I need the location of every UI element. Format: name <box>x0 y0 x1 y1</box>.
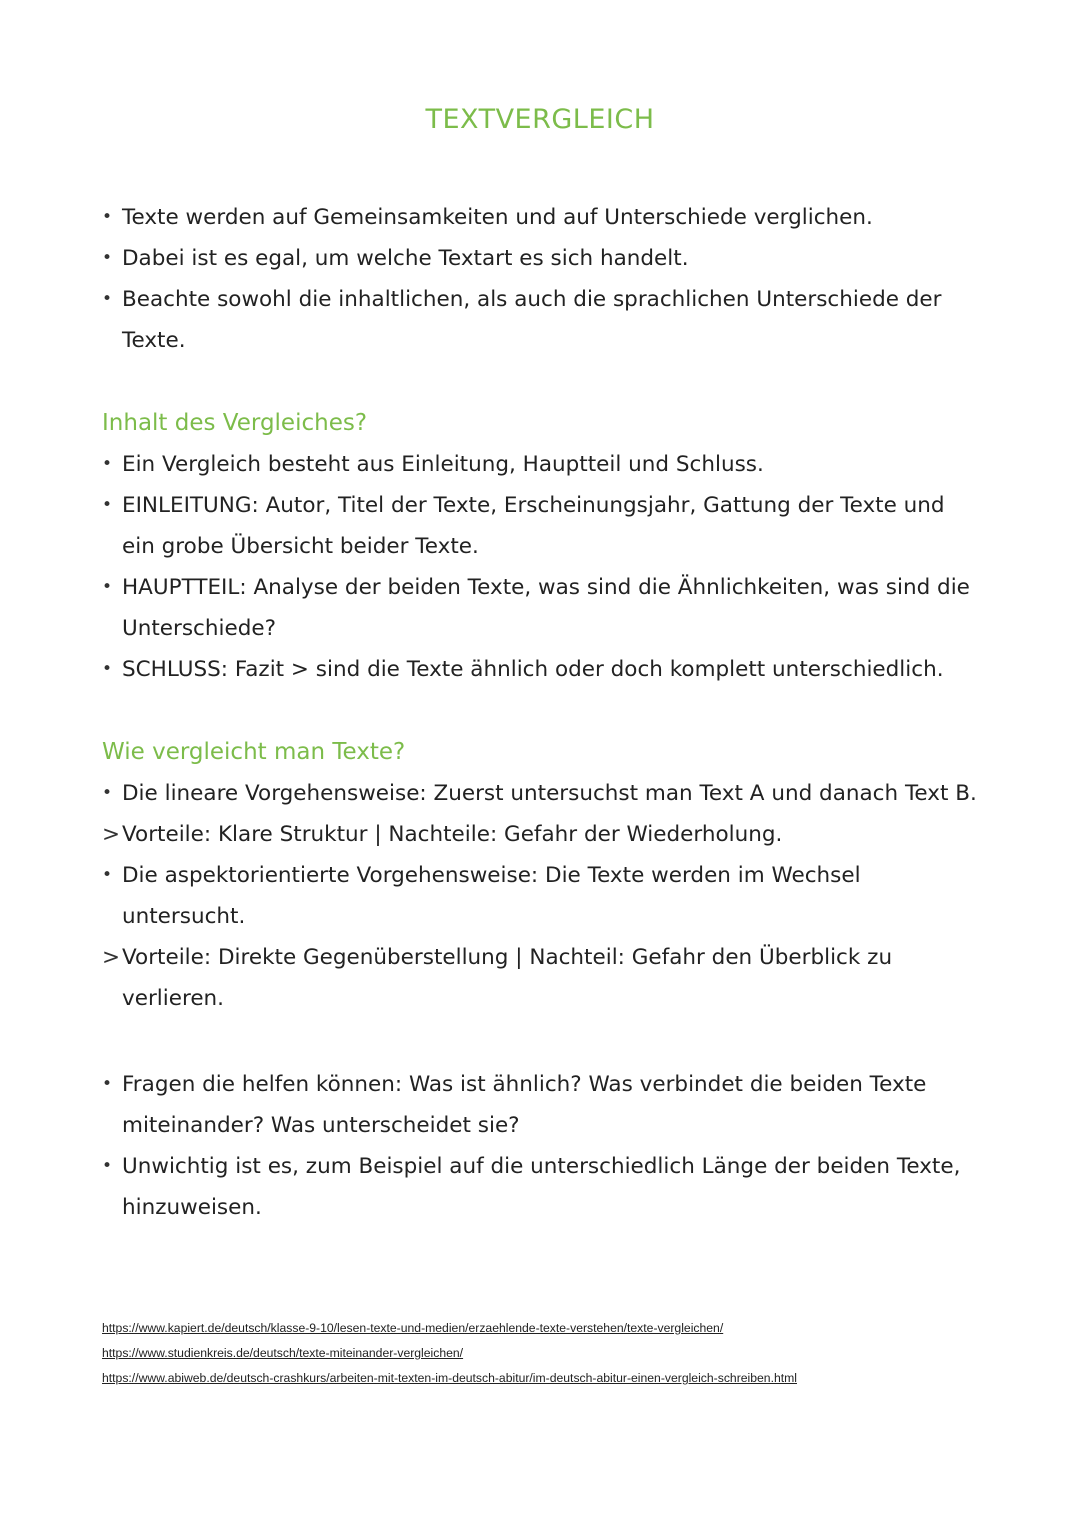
bullet-icon: • <box>102 248 113 268</box>
list-item-text: Dabei ist es egal, um welche Textart es sich handelt. <box>122 246 689 271</box>
tips-list <box>102 1064 982 1228</box>
list-item-text: Fragen die helfen können: Was ist ähnlich? Was verbindet die beiden Texte miteinander? Was unterscheidet sie? <box>122 1072 927 1138</box>
list-item-text: SCHLUSS: Fazit > sind die Texte ähnlich oder doch komplett unterschiedlich. <box>122 657 944 682</box>
bullet-icon: • <box>102 1074 113 1094</box>
page-title: TEXTVERGLEICH <box>425 104 655 135</box>
list-item <box>102 1064 962 1146</box>
source-link-abiweb[interactable]: https://www.abiweb.de/deutsch-crashkurs/arbeiten-mit-texten-im-deutsch-abitur/im-deutsch-abitur-einen-vergleich-schreiben.html <box>102 1371 797 1385</box>
bullet-icon: • <box>102 495 113 515</box>
list-item <box>102 485 967 567</box>
tips-section <box>102 1064 982 1228</box>
arrow-icon: > <box>102 822 121 847</box>
list-item-text: Ein Vergleich besteht aus Einleitung, Hauptteil und Schluss. <box>122 452 764 477</box>
intro-section <box>102 197 982 361</box>
source-link-studienkreis[interactable]: https://www.studienkreis.de/deutsch/texte-miteinander-vergleichen/ <box>102 1346 464 1360</box>
list-item-text: EINLEITUNG: Autor, Titel der Texte, Erscheinungsjahr, Gattung der Texte und ein grobe Übersicht beider Texte. <box>122 493 945 559</box>
list-item-text: Vorteile: Klare Struktur | Nachteile: Gefahr der Wiederholung. <box>122 822 783 847</box>
list-item <box>102 444 982 485</box>
section-inhalt <box>102 403 982 690</box>
intro-list <box>102 197 982 361</box>
arrow-icon: > <box>102 945 121 970</box>
bullet-icon: • <box>102 289 113 309</box>
list-item <box>102 238 982 279</box>
list-item-text: Beachte sowohl die inhaltlichen, als auch die sprachlichen Unterschiede der Texte. <box>122 287 942 353</box>
section-heading: Wie vergleicht man Texte? <box>102 739 406 765</box>
bullet-icon: • <box>102 865 113 885</box>
list-item-text: Die lineare Vorgehensweise: Zuerst untersuchst man Text A und danach Text B. <box>122 781 977 806</box>
bullet-icon: • <box>102 207 113 227</box>
list-item <box>102 814 982 855</box>
list-item <box>102 937 942 1019</box>
list-item-text: Texte werden auf Gemeinsamkeiten und auf Unterschiede verglichen. <box>122 205 873 230</box>
list-item-text: Die aspektorientierte Vorgehensweise: Die Texte werden im Wechsel untersucht. <box>122 863 861 929</box>
source-link-kapiert[interactable]: https://www.kapiert.de/deutsch/klasse-9-10/lesen-texte-und-medien/erzaehlende-texte-verstehen/texte-vergleichen/ <box>102 1321 724 1335</box>
section-wie <box>102 732 982 1019</box>
list-item <box>102 279 957 361</box>
list-item <box>102 1146 982 1228</box>
bullet-icon: • <box>102 783 113 803</box>
list-item <box>102 567 992 649</box>
list-item-text: Vorteile: Direkte Gegenüberstellung | Nachteil: Gefahr den Überblick zu verlieren. <box>122 945 893 1011</box>
list-item-text: Unwichtig ist es, zum Beispiel auf die unterschiedlich Länge der beiden Texte, hinzuweisen. <box>122 1154 961 1220</box>
inhalt-list <box>102 444 982 690</box>
sources-list <box>102 1316 982 1391</box>
wie-list <box>102 773 982 1019</box>
bullet-icon: • <box>102 577 113 597</box>
list-item <box>102 773 982 814</box>
bullet-icon: • <box>102 1156 113 1176</box>
section-heading: Inhalt des Vergleiches? <box>102 410 368 436</box>
list-item <box>102 649 982 690</box>
bullet-icon: • <box>102 659 113 679</box>
list-item <box>102 855 902 937</box>
list-item <box>102 197 982 238</box>
list-item-text: HAUPTTEIL: Analyse der beiden Texte, was sind die Ähnlichkeiten, was sind die Unterschiede? <box>122 575 970 641</box>
bullet-icon: • <box>102 454 113 474</box>
